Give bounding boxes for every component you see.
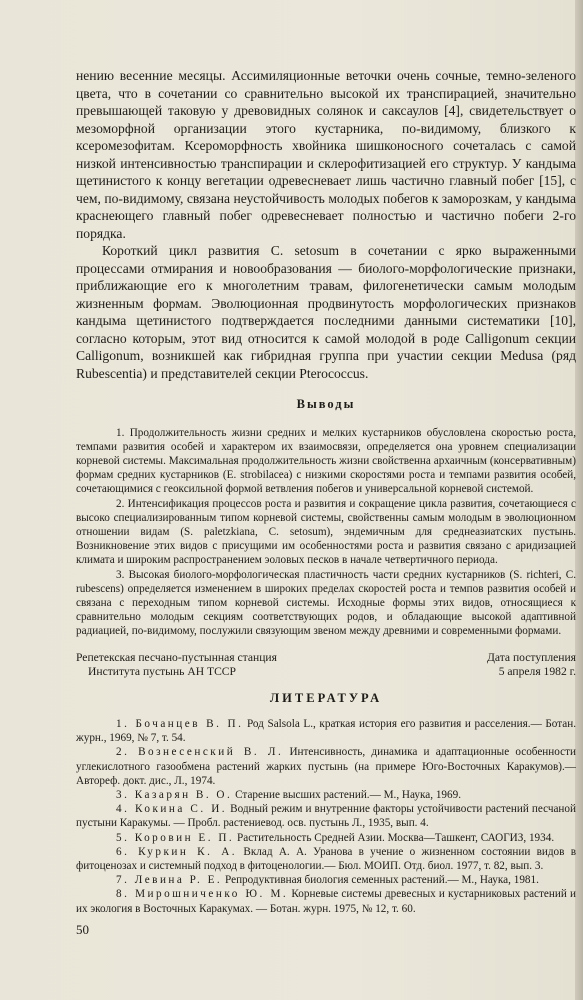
reference-author: 5. Коровин Е. П. — [116, 831, 235, 844]
reference-item-5 — [76, 831, 576, 845]
reference-author: 3. Казарян В. О. — [116, 789, 233, 802]
received-date-label: Дата поступления — [486, 650, 576, 664]
reference-item-4 — [76, 802, 576, 830]
conclusion-item-1: 1. Продолжительность жизни средних и мелких кустарников обусловлена скоростью роста, темпами развития особей и характером их взаимосвязи, определяется она уровнем специализации корневой системы. Максимальная продолжительность жизни свойственна архаичным (консервативным) формам средних кустарников (E. strobilacea) с низкими скоростями роста и темпами развития особей, сочетающимися с геоксильной формой ветвления побегов и универсальной корневой системой. — [76, 426, 576, 496]
institution-line-1: Репетекская песчано-пустынная станция — [76, 650, 277, 664]
reference-text: Растительность Средней Азии. Москва—Ташкент, САОГИЗ, 1934. — [234, 831, 555, 844]
reference-text: Корневые системы древесных и кустарниковых растений и их экология в Восточных Каракумах. — Ботан. журн. 1975, № 12, т. 60. — [76, 888, 576, 915]
conclusions-list — [76, 426, 576, 639]
reference-item-6 — [76, 845, 576, 873]
page-spine-edge — [575, 0, 583, 1000]
reference-text: Интенсивность, динамика и адаптационные особенности углекислотного газообмена растений жарких пустынь (на примере Юго-Восточных Каракумов).— Автореф. докт. дис., Л., 1974. — [76, 746, 576, 787]
reference-text: Вклад А. А. Уранова в учение о жизненном состоянии видов в фитоценозах и системный подход в фитоценологии.— Бюл. МОИП. Отд. биол. 1977, т. 82, вып. 3. — [76, 845, 576, 873]
reference-author: 8. Мирошниченко Ю. М. — [116, 888, 289, 901]
reference-item-7 — [76, 873, 576, 887]
conclusions-heading: Выводы — [296, 397, 356, 411]
institution-block — [76, 651, 576, 680]
reference-author: 7. Левина Р. Е. — [116, 874, 223, 887]
reference-text: Род Salsola L., краткая история его развития и расселения.— Ботан. журн., 1969, № 7, т. 54. — [76, 718, 577, 745]
page-number: 50 — [76, 922, 89, 937]
literature-heading: ЛИТЕРАТУРА — [269, 690, 383, 705]
references-list — [76, 717, 576, 916]
body-paragraph-1: нению весенние месяцы. Ассимиляционные веточки очень сочные, темно-зеленого цвета, что в сочетании со сравнительно высокой их транспирацией, значительно превышающей таковую у древовидных солянок и саксаулов [4], свидетельствует о мезоморфной организации этого кустарника, по-видимому, близкого к ксеромезофитам. Ксероморфность хвойника шишконосного сочеталась с самой низкой интенсивностью транспирации и склерофитизацией его структур. У кандыма щетинистого к концу вегетации одревесневает лишь частично главный побег [15], с чем, по-видимому, связана неустойчивость молодых побегов к заморозкам, у кандыма краснеющего главный побег одревесневает полностью и частично побеги 2-го порядка. — [76, 68, 576, 241]
reference-item-8 — [76, 887, 576, 915]
reference-text: Водный режим и внутренние факторы устойчивости растений песчаной пустыни Каракумы. — Пробл. растениевод. осв. пустынь Л., 1935, вып. 4. — [76, 803, 576, 830]
reference-author: 6. Куркин К. А. — [116, 845, 238, 858]
reference-author: 1. Бочанцев В. П. — [116, 718, 244, 731]
page-content — [76, 67, 576, 916]
reference-text: Репродуктивная биология семенных растений.— М., Наука, 1981. — [222, 874, 539, 887]
reference-item-1 — [76, 717, 576, 745]
reference-text: Старение высших растений.— М., Наука, 1969. — [232, 789, 461, 802]
received-date: 5 апреля 1982 г. — [498, 665, 576, 679]
reference-author: 4. Кокина С. И. — [116, 803, 228, 816]
reference-author: 2. Вознесенский В. Л. — [116, 746, 284, 759]
conclusion-item-2: 2. Интенсификация процессов роста и развития и сокращение цикла развития, сочетающиеся с высоко специализированным типом корневой системы, свойственны самым молодым в эволюционном отношении видам (S. paletzkiana, C. setosum), эндемичным для среднеазиатских пустынь. Возникновение этих видов с присущими им особенностями роста и развития связано с аридизацией климата и широким распространением эоловых песков в начале четвертичного периода. — [76, 497, 576, 567]
reference-item-2 — [76, 745, 576, 788]
reference-item-3 — [76, 788, 576, 802]
conclusion-item-3: 3. Высокая биолого-морфологическая пластичность части средних кустарников (S. richteri, C. rubescens) определяется изменением в широких пределах скоростей роста и темпов развития особей и связана с переходным типом корневой системы. Исходные формы этих видов, относящиеся к сравнительно молодым секциям соответствующих родов, и обладающие высокой адаптивной радиацией, по-видимому, послужили связующим звеном между древними и современными формами. — [76, 568, 576, 638]
body-paragraph-2: Короткий цикл развития C. setosum в сочетании с ярко выраженными процессами отмирания и новообразования — биолого-морфологические признаки, приближающие его к многолетним травам, филогенетически самым молодым жизненным формам. Эволюционная продвинутость морфологических признаков кандыма щетинистого подтверждается последними данными систематики [10], согласно которым, этот вид относится к самой молодой в роде Calligonum секции Calligonum, возникшей как гибридная группа при участии секции Medusa (ряд Rubescentia) и представителей секции Pterococcus. — [76, 243, 576, 381]
institution-line-2: Института пустынь АН ТССР — [88, 665, 236, 679]
